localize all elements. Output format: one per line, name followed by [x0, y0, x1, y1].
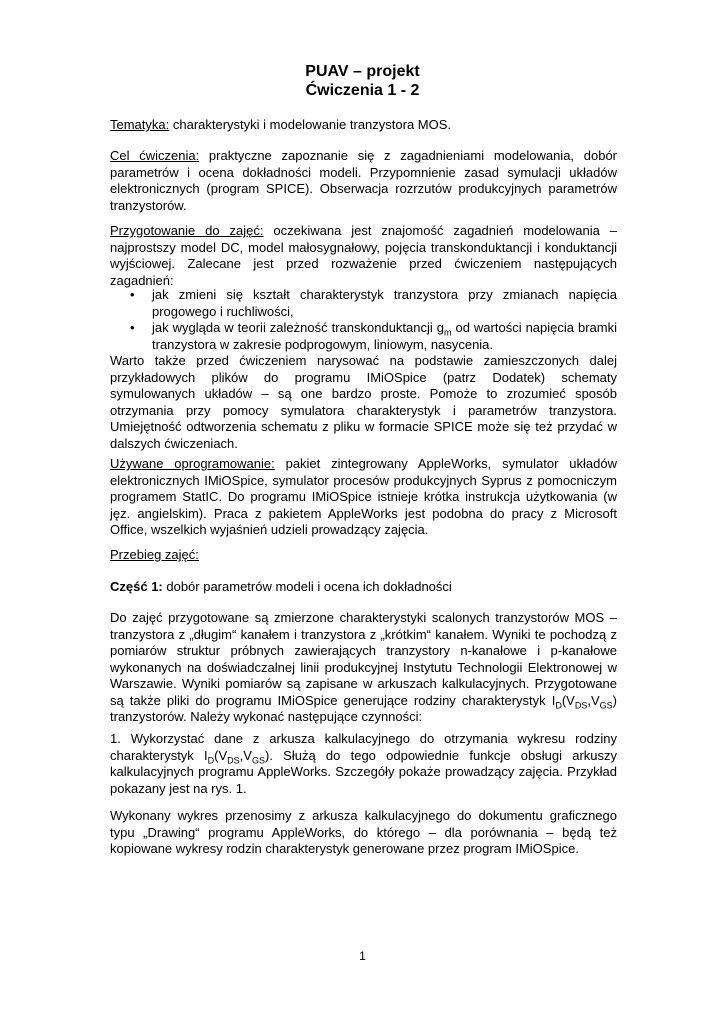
bullet-text: jak zmieni się kształt charakterystyk tranzystora przy zmianach napięcia progowego i ruchliwości, [152, 287, 617, 319]
czesc1-text: dobór parametrów modeli i ocena ich dokładności [162, 579, 452, 594]
bullet-text-b: od wartości napięcia bramki tranzystora w zakresie podprogowym, liniowym, nasycenia. [152, 320, 617, 352]
oprogramowanie-paragraph [110, 456, 617, 539]
list-item [130, 287, 617, 320]
tematyka-label: Tematyka: [110, 117, 170, 132]
para2-sub-d: D [207, 755, 215, 766]
title-line-2: Ćwiczenia 1 - 2 [305, 82, 420, 99]
para1-text-b: ) tranzystorów. Należy wykonać następujące czynności: [110, 692, 617, 724]
tematyka-text: charakterystyki i modelowanie tranzystora MOS. [169, 117, 452, 132]
przygotowanie-text: oczekiwana jest znajomość zagadnień modelowania – najprostszy model DC, model małosygnałowy, pojęcia transkonduktancji i konduktancji wyjściowej. Zalecane jest przed rozważenie przed ćwiczeniem następujących zagadnień: [110, 223, 617, 288]
cel-text: praktyczne zapoznanie się z zagadnieniami modelowania, dobór parametrów i ocena dokładności modeli. Przypomnienie zasad symulacji układów elektronicznych (program SPICE). Obserwacja rozrzutów produkcyjnych parametrów tranzystorów. [110, 148, 617, 213]
para1-text-a: Do zajęć przygotowane są zmierzone charakterystyki scalonych tranzystorów MOS – tranzystora z „długim“ kanałem i tranzystora z „krótkim“ kanałem. Wyniki te pochodzą z pomiarów struktur próbnych zawierających tranzystory n-kanałowe i p-kanałowe wykonanych na doświadczalnej linii produkcyjnej Instytutu Technologii Elektronowej w Warszawie. Wyniki pomiarów są zapisane w arkuszach kalkulacyjnych. Przygotowane są także pliki do programu IMiOSpice generujące rodziny charakterystyk I [110, 610, 617, 708]
bullet-icon: • [130, 320, 135, 335]
paragraph-3 [110, 808, 617, 858]
para2-text-b: ). Służą do tego odpowiednie funkcje obsługi arkuszy kalkulacyjnych programu AppleWorks. Szczegóły pokaże prowadzący zajęcia. Przykład pokazany jest na rys. 1. [110, 747, 618, 796]
bullet-text-a: jak wygląda w teorii zależność transkonduktancji g [152, 320, 444, 335]
przygotowanie-after-paragraph [110, 353, 617, 452]
tematyka-paragraph [110, 117, 617, 134]
oprogramowanie-text: pakiet zintegrowany AppleWorks, symulator układów elektronicznych IMiOSpice, symulator procesów produkcyjnych Syprus z pomocniczym programem StatIC. Do programu IMiOSpice istnieje krótka instrukcja użytkowania (w jęz. angielskim). Praca z pakietem AppleWorks jest podobna do pracy z Microsoft Office, wszelkich wyjaśnień udzieli prowadzący zajęcia. [110, 456, 617, 537]
para2-t3: ,V [239, 747, 252, 763]
cel-label: Cel ćwiczenia: [110, 148, 200, 163]
para2-text-a: 1. Wykorzystać dane z arkusza kalkulacyjnego do otrzymania wykresu rodziny charakterystyk I [110, 731, 617, 763]
para1-sub-gs: GS [599, 700, 613, 711]
list-item [130, 320, 617, 353]
czesc1-heading [110, 579, 617, 596]
para1-sub-d: D [555, 700, 562, 711]
bullet-sub: m [443, 327, 452, 338]
bullet-icon: • [130, 287, 135, 302]
przebieg-label: Przebieg zajęć: [110, 547, 199, 562]
czesc1-label: Część 1: [110, 579, 163, 594]
para1-sub-ds: DS [574, 700, 588, 711]
paragraph-1 [110, 610, 617, 726]
para2-sub-ds: DS [227, 755, 240, 766]
przygotowanie-bullet-list [130, 287, 617, 353]
para3-text: Wykonany wykres przenosimy z arkusza kalkulacyjnego do dokumentu graficznego typu „Drawing“ programu AppleWorks, do którego – dla porównania – będą też kopiowane wykresy rodzin charakterystyk generowane przez program IMiOSpice. [110, 808, 617, 856]
cel-paragraph [110, 148, 617, 214]
title-line-1: PUAV – projekt [305, 63, 420, 80]
przygotowanie-paragraph [110, 223, 617, 289]
para2-t2: (V [214, 747, 228, 763]
przebieg-heading [110, 547, 617, 564]
para1-t2: (V [561, 692, 575, 708]
przygotowanie-after-text: Warto także przed ćwiczeniem narysować na podstawie zamieszczonych dalej przykładowych plików do programu IMiOSpice (patrz Dodatek) schematy symulowanych układów – są one bardzo proste. Pomoże to zrozumieć sposób otrzymania przy pomocy symulatora charakterystyk i parametrów tranzystora. Umiejętność odtworzenia schematu z pliku w formacie SPICE może się też przydać w dalszych ćwiczeniach. [110, 353, 617, 451]
page-number: 1 [359, 949, 366, 963]
oprogramowanie-label: Używane oprogramowanie: [110, 456, 275, 471]
przygotowanie-label: Przygotowanie do zajęć: [110, 223, 264, 238]
para1-t3: ,V [587, 692, 600, 708]
paragraph-2 [110, 731, 617, 797]
document-title [0, 62, 725, 100]
para2-sub-gs: GS [251, 755, 265, 766]
